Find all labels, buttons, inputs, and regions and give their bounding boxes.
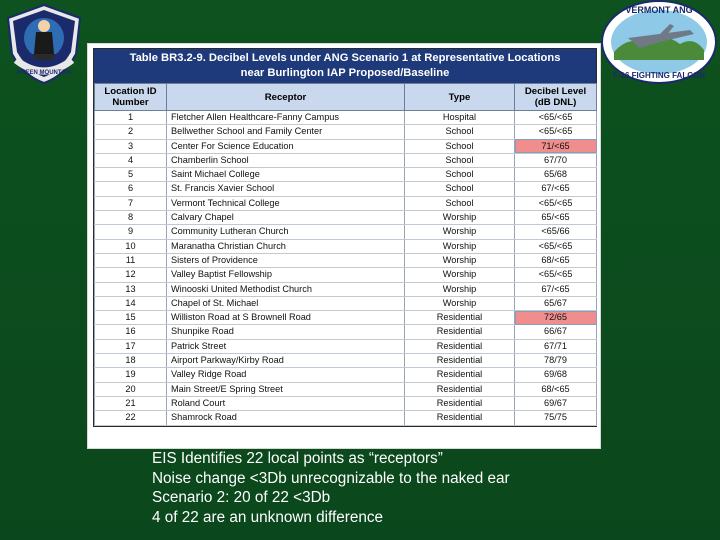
cell-receptor: Shunpike Road [167, 325, 405, 339]
cell-location-id: 3 [95, 139, 167, 153]
cell-receptor: Calvary Chapel [167, 211, 405, 225]
cell-location-id: 21 [95, 396, 167, 410]
header-location-id: Location ID Number [95, 84, 167, 111]
decibel-table [93, 48, 597, 427]
cell-location-id: 9 [95, 225, 167, 239]
cell-decibel-level: 68/<65 [515, 382, 597, 396]
cell-type: Residential [405, 339, 515, 353]
table-row [95, 268, 597, 282]
cell-receptor: Main Street/E Spring Street [167, 382, 405, 396]
cell-location-id: 16 [95, 325, 167, 339]
cell-type: Hospital [405, 111, 515, 125]
note-line-2: Noise change <3Db unrecognizable to the naked ear [152, 469, 510, 487]
header-decibel-level: Decibel Level (dB DNL) [515, 84, 597, 111]
cell-type: Worship [405, 253, 515, 267]
decibel-levels-table [94, 83, 597, 426]
cell-location-id: 17 [95, 339, 167, 353]
cell-decibel-level: 65/68 [515, 168, 597, 182]
table-row [95, 382, 597, 396]
cell-decibel-level: 65/<65 [515, 211, 597, 225]
cell-decibel-level: 67/70 [515, 153, 597, 167]
note-line-4: 4 of 22 are an unknown difference [152, 508, 384, 526]
cell-decibel-level: <65/<65 [515, 111, 597, 125]
cell-receptor: Williston Road at S Brownell Road [167, 311, 405, 325]
cell-type: Residential [405, 311, 515, 325]
table-row [95, 211, 597, 225]
cell-location-id: 8 [95, 211, 167, 225]
table-row [95, 139, 597, 153]
svg-text:F-16 FIGHTING FALCON: F-16 FIGHTING FALCON [613, 71, 705, 80]
cell-type: School [405, 196, 515, 210]
cell-decibel-level: 75/75 [515, 411, 597, 425]
table-row [95, 253, 597, 267]
table-title-line2: near Burlington IAP Proposed/Baseline [240, 66, 450, 79]
cell-type: Residential [405, 368, 515, 382]
table-row [95, 368, 597, 382]
table-row [95, 125, 597, 139]
note-line-1: EIS Identifies 22 local points as “receptors” [152, 450, 443, 467]
cell-receptor: Saint Michael College [167, 168, 405, 182]
cell-receptor: Patrick Street [167, 339, 405, 353]
table-row [95, 111, 597, 125]
cell-decibel-level: 69/67 [515, 396, 597, 410]
table-row [95, 311, 597, 325]
cell-receptor: Valley Baptist Fellowship [167, 268, 405, 282]
vermont-ang-f16-fighting-falcon-patch-icon [600, 0, 718, 84]
cell-location-id: 14 [95, 296, 167, 310]
cell-decibel-level: 66/67 [515, 325, 597, 339]
cell-location-id: 4 [95, 153, 167, 167]
cell-receptor: Vermont Technical College [167, 196, 405, 210]
cell-type: School [405, 168, 515, 182]
cell-decibel-level: <65/<65 [515, 239, 597, 253]
cell-type: School [405, 139, 515, 153]
cell-location-id: 5 [95, 168, 167, 182]
cell-location-id: 20 [95, 382, 167, 396]
table-header-row [95, 84, 597, 111]
table-row [95, 325, 597, 339]
note-line-3: Scenario 2: 20 of 22 <3Db [152, 489, 331, 507]
cell-receptor: Chamberlin School [167, 153, 405, 167]
cell-location-id: 1 [95, 111, 167, 125]
cell-receptor: Sisters of Providence [167, 253, 405, 267]
cell-type: Worship [405, 225, 515, 239]
cell-receptor: Airport Parkway/Kirby Road [167, 354, 405, 368]
table-title [94, 49, 596, 83]
cell-receptor: Shamrock Road [167, 411, 405, 425]
cell-type: Residential [405, 325, 515, 339]
table-row [95, 396, 597, 410]
cell-decibel-level: 68/<65 [515, 253, 597, 267]
cell-receptor: Chapel of St. Michael [167, 296, 405, 310]
cell-type: Worship [405, 211, 515, 225]
cell-receptor: Bellwether School and Family Center [167, 125, 405, 139]
cell-location-id: 2 [95, 125, 167, 139]
cell-decibel-level: 67/<65 [515, 182, 597, 196]
cell-location-id: 7 [95, 196, 167, 210]
table-row [95, 354, 597, 368]
cell-receptor: St. Francis Xavier School [167, 182, 405, 196]
cell-decibel-level: <65/<65 [515, 196, 597, 210]
cell-decibel-level: <65/<65 [515, 125, 597, 139]
cell-receptor: Center For Science Education [167, 139, 405, 153]
table-row [95, 296, 597, 310]
green-mountain-boys-patch-icon [2, 2, 86, 86]
cell-receptor: Roland Court [167, 396, 405, 410]
cell-receptor: Fletcher Allen Healthcare-Fanny Campus [167, 111, 405, 125]
cell-receptor: Valley Ridge Road [167, 368, 405, 382]
table-row [95, 196, 597, 210]
cell-location-id: 15 [95, 311, 167, 325]
cell-receptor: Winooski United Methodist Church [167, 282, 405, 296]
table-body [95, 111, 597, 426]
cell-decibel-level: 78/79 [515, 354, 597, 368]
cell-location-id: 18 [95, 354, 167, 368]
cell-decibel-level: <65/<65 [515, 268, 597, 282]
cell-location-id: 13 [95, 282, 167, 296]
cell-decibel-level: 71/<65 [515, 139, 597, 153]
svg-text:VERMONT ANG: VERMONT ANG [625, 5, 693, 15]
cell-decibel-level: <65/66 [515, 225, 597, 239]
cell-location-id: 6 [95, 182, 167, 196]
cell-decibel-level: 65/67 [515, 296, 597, 310]
table-row [95, 282, 597, 296]
table-row [95, 239, 597, 253]
table-row [95, 168, 597, 182]
cell-type: Residential [405, 354, 515, 368]
cell-type: School [405, 153, 515, 167]
table-row [95, 411, 597, 425]
header-type: Type [405, 84, 515, 111]
cell-receptor: Community Lutheran Church [167, 225, 405, 239]
slide-notes [152, 449, 712, 527]
table-row [95, 339, 597, 353]
header-receptor: Receptor [167, 84, 405, 111]
cell-location-id: 19 [95, 368, 167, 382]
cell-location-id: 12 [95, 268, 167, 282]
cell-decibel-level: 67/<65 [515, 282, 597, 296]
table-title-line1: Table BR3.2-9. Decibel Levels under ANG Scenario 1 at Representative Locations [129, 52, 561, 64]
cell-decibel-level: 69/68 [515, 368, 597, 382]
cell-decibel-level: 72/65 [515, 311, 597, 325]
cell-type: Residential [405, 382, 515, 396]
cell-type: Worship [405, 239, 515, 253]
cell-location-id: 10 [95, 239, 167, 253]
cell-type: School [405, 182, 515, 196]
cell-type: Worship [405, 296, 515, 310]
cell-type: Worship [405, 268, 515, 282]
cell-receptor: Maranatha Christian Church [167, 239, 405, 253]
cell-location-id: 11 [95, 253, 167, 267]
cell-type: Residential [405, 411, 515, 425]
cell-type: Worship [405, 282, 515, 296]
decibel-table-card [88, 44, 600, 448]
cell-type: Residential [405, 396, 515, 410]
table-row [95, 182, 597, 196]
cell-type: School [405, 125, 515, 139]
table-row [95, 225, 597, 239]
cell-decibel-level: 67/71 [515, 339, 597, 353]
table-row [95, 153, 597, 167]
svg-text:GREEN MOUNTAIN: GREEN MOUNTAIN [16, 70, 72, 76]
cell-location-id: 22 [95, 411, 167, 425]
